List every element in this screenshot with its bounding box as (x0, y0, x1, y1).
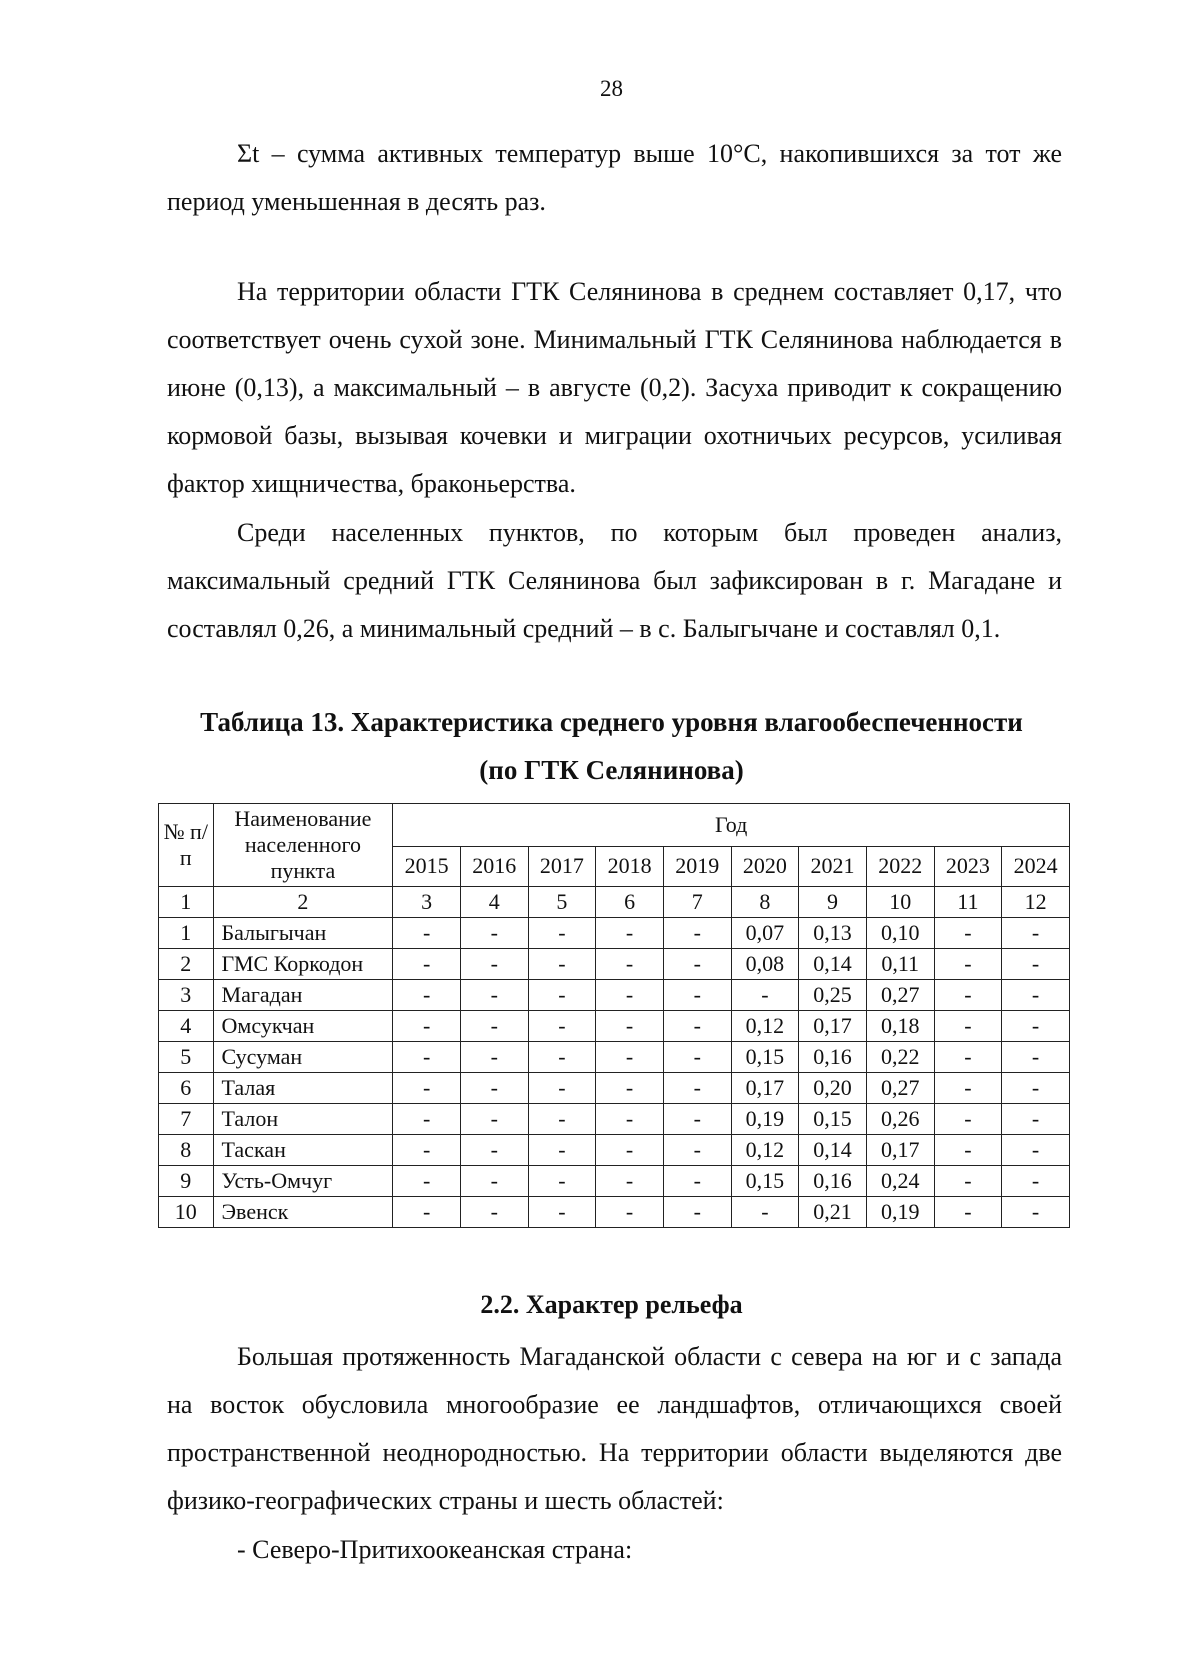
gtk-value: 0,19 (731, 1104, 799, 1135)
table-row (159, 949, 1070, 980)
gtk-value: - (934, 1104, 1002, 1135)
gtk-value: - (934, 980, 1002, 1011)
gtk-value: - (663, 1197, 731, 1228)
gtk-value: 0,13 (799, 918, 867, 949)
gtk-value: - (1002, 1011, 1070, 1042)
gtk-value: - (1002, 1073, 1070, 1104)
gtk-value: 0,20 (799, 1073, 867, 1104)
gtk-value: - (596, 918, 664, 949)
row-number: 10 (159, 1197, 214, 1228)
gtk-value: - (393, 1135, 461, 1166)
gtk-value: - (731, 980, 799, 1011)
gtk-value: - (596, 1042, 664, 1073)
row-number: 6 (159, 1073, 214, 1104)
table-caption-line2: (по ГТК Селянинова) (479, 755, 744, 785)
gtk-value: - (528, 918, 596, 949)
row-number: 1 (159, 918, 214, 949)
gtk-value: - (528, 1135, 596, 1166)
gtk-value: - (393, 918, 461, 949)
gtk-value: - (663, 1166, 731, 1197)
settlement-name: ГМС Коркодон (213, 949, 393, 980)
gtk-value: - (934, 949, 1002, 980)
row-number: 9 (159, 1166, 214, 1197)
table-caption-line1: Таблица 13. Характеристика среднего уровня влагообеспеченности (200, 707, 1023, 737)
gtk-value: - (1002, 1104, 1070, 1135)
gtk-value: - (1002, 1042, 1070, 1073)
gtk-value: - (934, 1042, 1002, 1073)
gtk-value: - (934, 1135, 1002, 1166)
header-year: 2015 (393, 846, 461, 886)
gtk-value: - (528, 980, 596, 1011)
gtk-value: 0,25 (799, 980, 867, 1011)
gtk-value: 0,15 (731, 1166, 799, 1197)
gtk-value: - (934, 1166, 1002, 1197)
gtk-value: - (663, 1073, 731, 1104)
gtk-value: - (663, 1011, 731, 1042)
gtk-value: - (596, 949, 664, 980)
gtk-value: - (460, 980, 528, 1011)
row-number: 5 (159, 1042, 214, 1073)
column-number: 2 (213, 887, 393, 918)
table-row (159, 1104, 1070, 1135)
header-year: 2022 (866, 846, 934, 886)
gtk-value: - (460, 1104, 528, 1135)
gtk-value: - (1002, 1166, 1070, 1197)
row-number: 3 (159, 980, 214, 1011)
gtk-value: 0,07 (731, 918, 799, 949)
table-row (159, 1011, 1070, 1042)
table-row (159, 1166, 1070, 1197)
column-number: 4 (460, 887, 528, 918)
gtk-value: 0,12 (731, 1135, 799, 1166)
gtk-value: - (596, 1073, 664, 1104)
gtk-value: 0,12 (731, 1011, 799, 1042)
gtk-value: 0,10 (866, 918, 934, 949)
gtk-value: 0,27 (866, 980, 934, 1011)
list-item-country: - Северо-Притихоокеанская страна: (237, 1535, 633, 1564)
gtk-value: - (528, 1197, 596, 1228)
gtk-value: - (596, 980, 664, 1011)
row-number: 4 (159, 1011, 214, 1042)
gtk-value: - (596, 1135, 664, 1166)
gtk-value: 0,24 (866, 1166, 934, 1197)
header-year: 2019 (663, 846, 731, 886)
gtk-value: - (1002, 918, 1070, 949)
gtk-value: - (528, 1042, 596, 1073)
gtk-value: - (1002, 1135, 1070, 1166)
header-year: 2023 (934, 846, 1002, 886)
gtk-value: - (596, 1104, 664, 1135)
table-row (159, 918, 1070, 949)
settlement-name: Эвенск (213, 1197, 393, 1228)
gtk-value: - (663, 949, 731, 980)
gtk-value: - (596, 1166, 664, 1197)
settlement-name: Сусуман (213, 1042, 393, 1073)
column-number: 7 (663, 887, 731, 918)
table-row (159, 980, 1070, 1011)
header-year: 2016 (460, 846, 528, 886)
gtk-value: - (528, 1104, 596, 1135)
column-number: 9 (799, 887, 867, 918)
gtk-value: - (934, 1011, 1002, 1042)
header-year: 2017 (528, 846, 596, 886)
header-year: 2020 (731, 846, 799, 886)
column-number: 1 (159, 887, 214, 918)
gtk-value: - (934, 1073, 1002, 1104)
table-row (159, 1197, 1070, 1228)
gtk-value: - (393, 1166, 461, 1197)
gtk-value: - (528, 1166, 596, 1197)
table-row (159, 1073, 1070, 1104)
gtk-value: 0,11 (866, 949, 934, 980)
column-number: 10 (866, 887, 934, 918)
gtk-value: - (393, 980, 461, 1011)
gtk-value: - (663, 1135, 731, 1166)
row-number: 2 (159, 949, 214, 980)
gtk-value: - (528, 1011, 596, 1042)
row-number: 7 (159, 1104, 214, 1135)
gtk-value: 0,14 (799, 949, 867, 980)
gtk-value: - (393, 1011, 461, 1042)
paragraph-relief: Большая протяженность Магаданской области с севера на юг и с запада на восток обусловила многообразие ее ландшафтов, отличающихся своей пространственной неоднородностью. На территории области выделяются две физико-географических страны и шесть областей: (167, 1342, 1062, 1515)
gtk-value: 0,17 (866, 1135, 934, 1166)
column-number: 6 (596, 887, 664, 918)
gtk-value: - (731, 1197, 799, 1228)
column-number: 8 (731, 887, 799, 918)
settlement-name: Усть-Омчуг (213, 1166, 393, 1197)
paragraph-gtk-settlements: Среди населенных пунктов, по которым был проведен анализ, максимальный средний ГТК Селянинова был зафиксирован в г. Магадане и составлял 0,26, а минимальный средний – в с. Балыгычане и составлял 0,1. (167, 518, 1062, 643)
gtk-value: - (460, 1197, 528, 1228)
gtk-value: - (528, 949, 596, 980)
gtk-value: - (663, 980, 731, 1011)
gtk-value: 0,17 (731, 1073, 799, 1104)
settlement-name: Омсукчан (213, 1011, 393, 1042)
gtk-value: 0,17 (799, 1011, 867, 1042)
gtk-value: - (1002, 949, 1070, 980)
settlement-name: Балыгычан (213, 918, 393, 949)
paragraph-sum-temperatures: Σt – сумма активных температур выше 10°С, накопившихся за тот же период уменьшенная в десять раз. (167, 139, 1062, 216)
gtk-value: 0,22 (866, 1042, 934, 1073)
gtk-value: 0,27 (866, 1073, 934, 1104)
paragraph-gtk-average: На территории области ГТК Селянинова в среднем составляет 0,17, что соответствует очень сухой зоне. Минимальный ГТК Селянинова наблюдается в июне (0,13), а максимальный – в августе (0,2). Засуха приводит к сокращению кормовой базы, вызывая кочевки и миграции охотничьих ресурсов, усиливая фактор хищничества, браконьерства. (167, 277, 1062, 498)
settlement-name: Талая (213, 1073, 393, 1104)
gtk-value: - (460, 918, 528, 949)
gtk-value: - (460, 1135, 528, 1166)
column-number: 3 (393, 887, 461, 918)
gtk-value: 0,16 (799, 1166, 867, 1197)
gtk-value: 0,14 (799, 1135, 867, 1166)
header-name: Наименование населенного пункта (213, 804, 393, 887)
gtk-value: - (596, 1197, 664, 1228)
settlement-name: Талон (213, 1104, 393, 1135)
gtk-value: - (460, 1166, 528, 1197)
column-number: 5 (528, 887, 596, 918)
gtk-value: - (393, 1042, 461, 1073)
table-row (159, 1042, 1070, 1073)
gtk-value: - (934, 918, 1002, 949)
gtk-value: - (393, 1104, 461, 1135)
gtk-value: 0,15 (799, 1104, 867, 1135)
gtk-value: - (663, 1104, 731, 1135)
gtk-value: 0,19 (866, 1197, 934, 1228)
gtk-value: 0,15 (731, 1042, 799, 1073)
gtk-value: 0,21 (799, 1197, 867, 1228)
gtk-value: - (460, 1011, 528, 1042)
gtk-value: 0,18 (866, 1011, 934, 1042)
gtk-value: - (460, 1042, 528, 1073)
settlement-name: Магадан (213, 980, 393, 1011)
gtk-value: - (393, 949, 461, 980)
header-num: № п/п (159, 804, 214, 887)
table-row (159, 1135, 1070, 1166)
column-number: 12 (1002, 887, 1070, 918)
gtk-value: - (393, 1197, 461, 1228)
gtk-value: - (460, 1073, 528, 1104)
section-heading: 2.2. Характер рельефа (480, 1290, 743, 1319)
header-year-group: Год (393, 804, 1070, 847)
gtk-value: - (934, 1197, 1002, 1228)
column-number: 11 (934, 887, 1002, 918)
gtk-value: 0,26 (866, 1104, 934, 1135)
gtk-value: - (663, 918, 731, 949)
gtk-value: - (393, 1073, 461, 1104)
gtk-value: - (1002, 980, 1070, 1011)
gtk-value: - (596, 1011, 664, 1042)
gtk-value: - (528, 1073, 596, 1104)
header-year: 2021 (799, 846, 867, 886)
moisture-table (158, 803, 1070, 1228)
gtk-value: 0,08 (731, 949, 799, 980)
row-number: 8 (159, 1135, 214, 1166)
gtk-value: - (460, 949, 528, 980)
page-number: 28 (600, 76, 623, 101)
gtk-value: - (663, 1042, 731, 1073)
gtk-value: - (1002, 1197, 1070, 1228)
header-year: 2024 (1002, 846, 1070, 886)
header-year: 2018 (596, 846, 664, 886)
settlement-name: Таскан (213, 1135, 393, 1166)
gtk-value: 0,16 (799, 1042, 867, 1073)
